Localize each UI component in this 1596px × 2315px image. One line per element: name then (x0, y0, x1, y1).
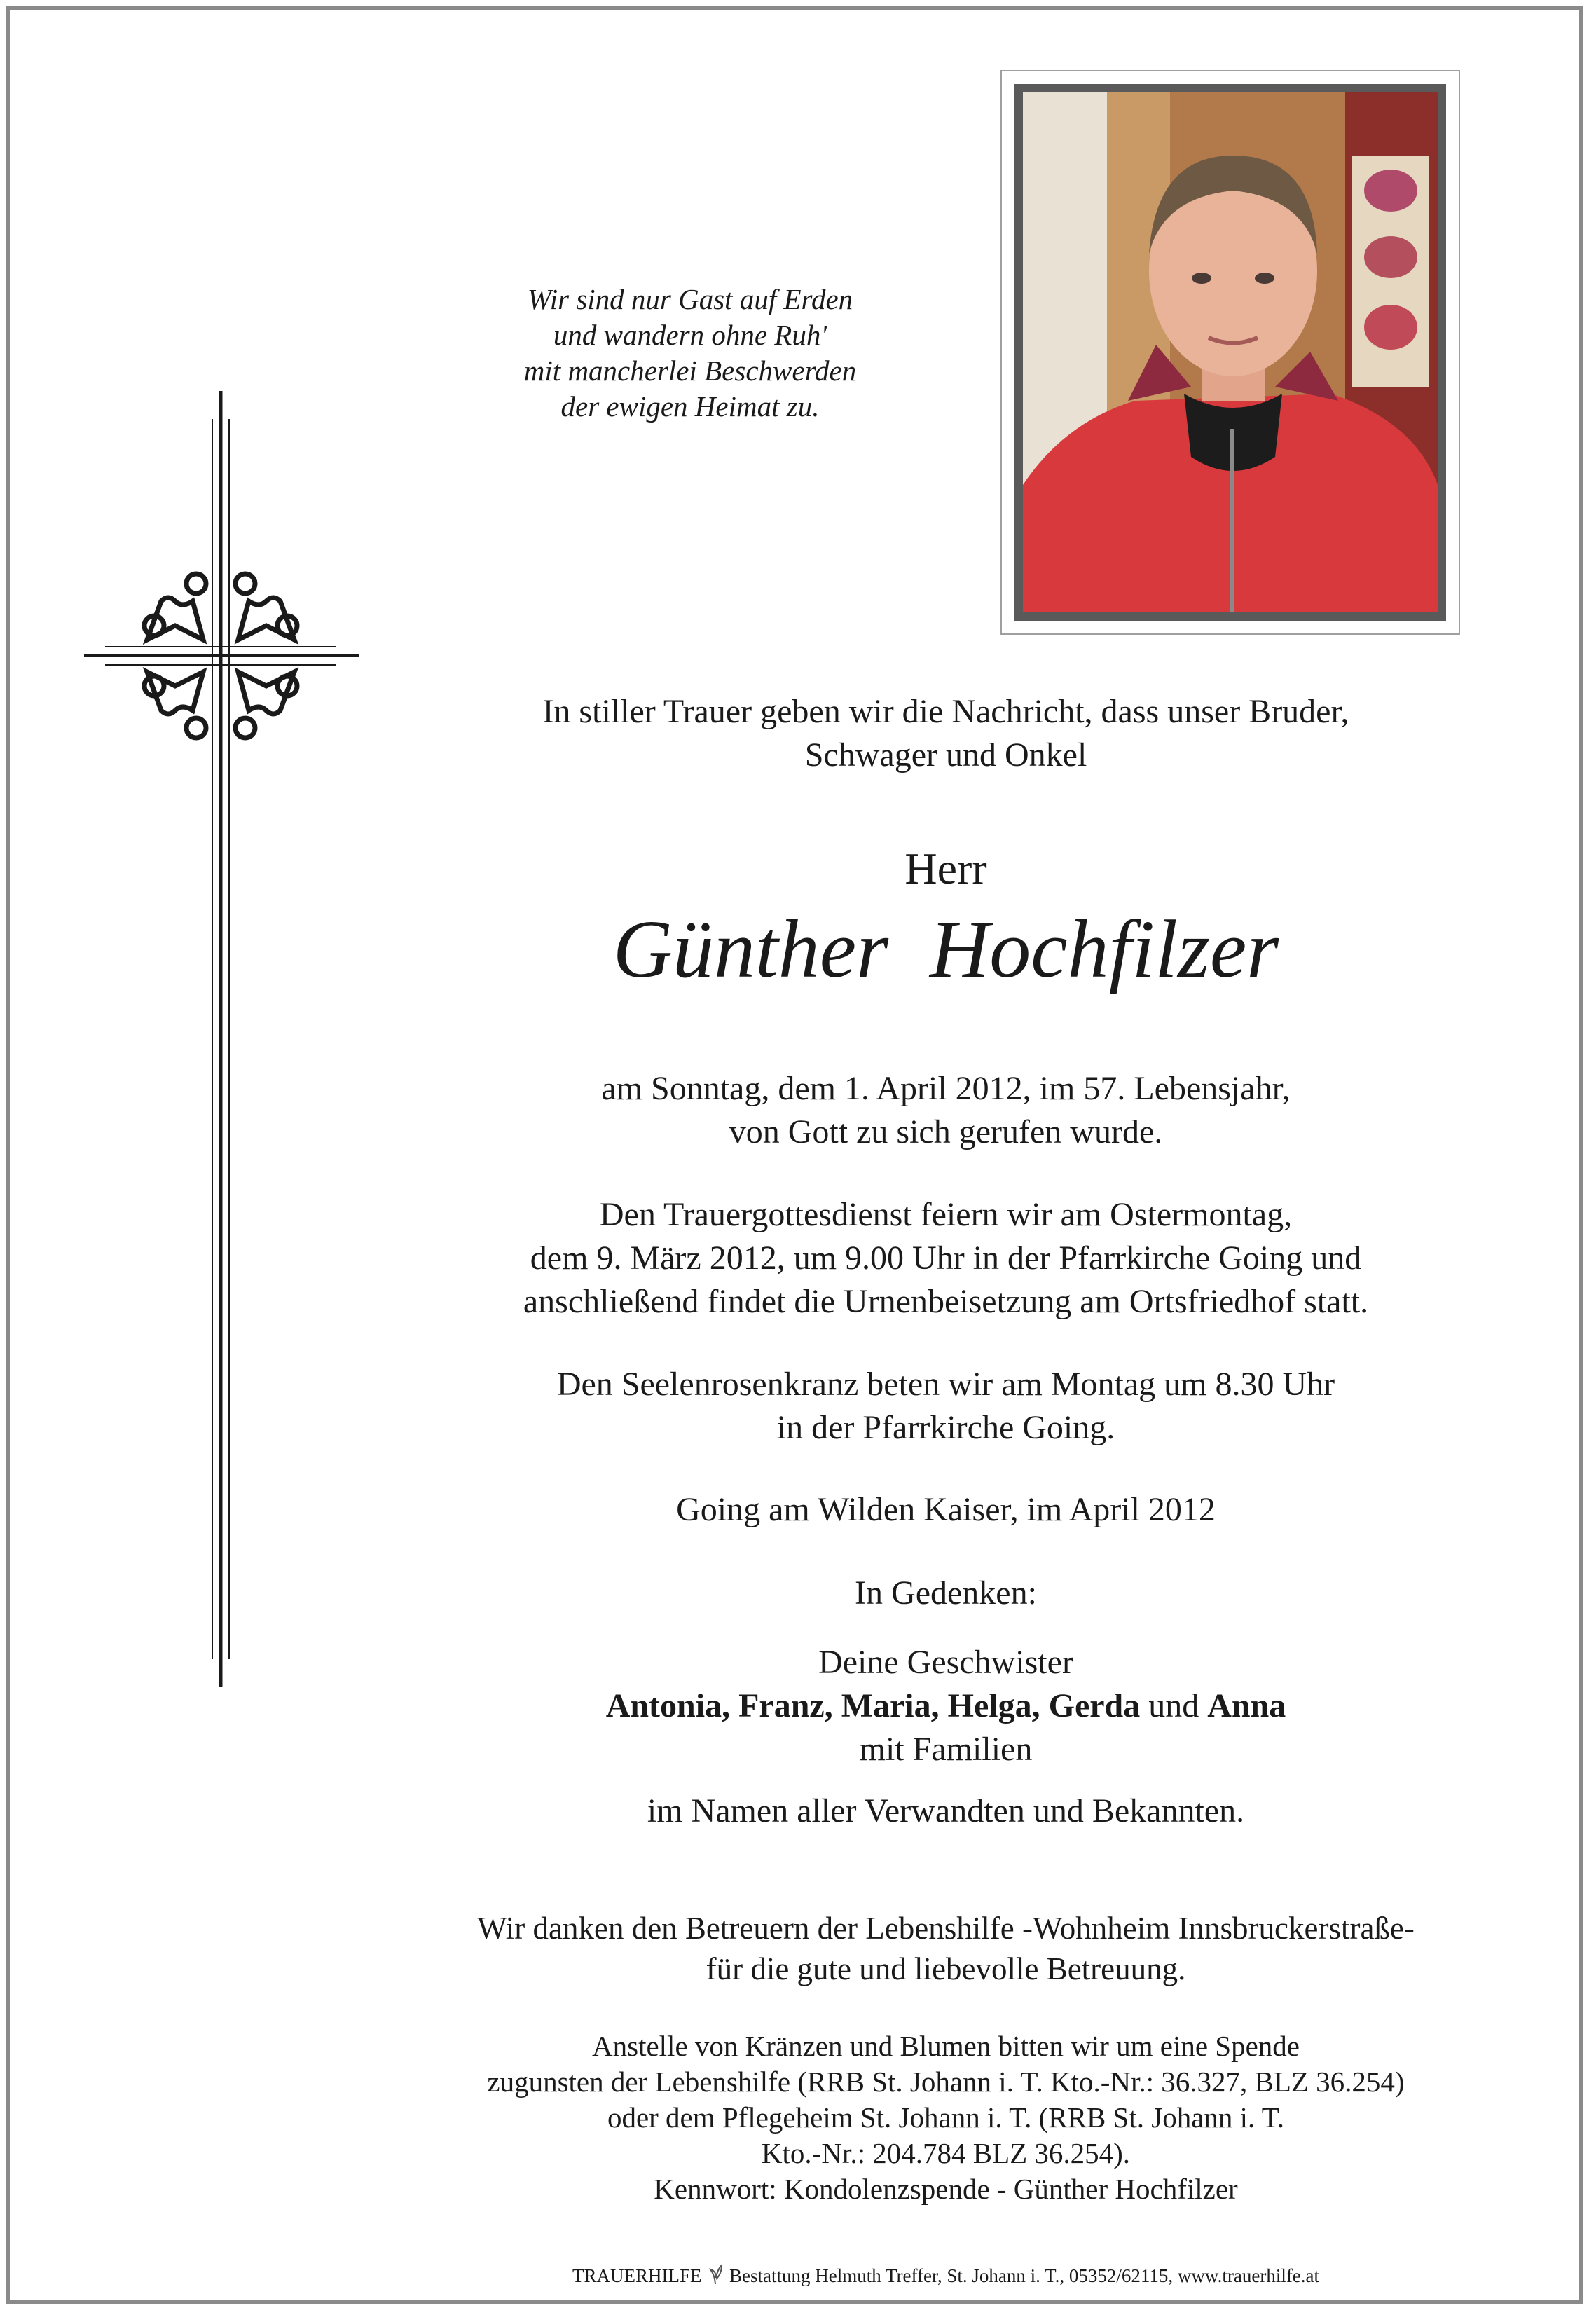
text-line: am Sonntag, dem 1. April 2012, im 57. Lebensjahr, (601, 1070, 1291, 1107)
siblings-block (392, 1641, 1499, 1771)
footer-text: Bestattung Helmuth Treffer, St. Johann i. T., 05352/62115, www.trauerhilfe.at (729, 2265, 1320, 2286)
thanks-note (392, 1908, 1499, 1989)
text-line: Wir danken den Betreuern der Lebenshilfe -Wohnheim Innsbruckerstraße- (477, 1911, 1415, 1946)
text-line: oder dem Pflegeheim St. Johann i. T. (RRB St. Johann i. T. (607, 2101, 1285, 2134)
relatives-line: im Namen aller Verwandten und Bekannten. (647, 1792, 1245, 1829)
poem-line: und wandern ohne Ruh' (553, 319, 827, 351)
text-line: Den Seelenrosenkranz beten wir am Montag um 8.30 Uhr (556, 1366, 1335, 1403)
sibling-names-bold: Antonia, Franz, Maria, Helga, Gerda (605, 1687, 1141, 1724)
memory-heading: In Gedenken: (855, 1574, 1037, 1612)
text-line: Den Trauergottesdienst feiern wir am Ostermontag, (599, 1196, 1293, 1233)
leaf-icon (706, 2264, 724, 2285)
funeral-mass-info (392, 1193, 1499, 1324)
donation-note (392, 2028, 1499, 2207)
sibling-name-last: Anna (1207, 1687, 1286, 1724)
portrait-illustration (1023, 92, 1438, 612)
deceased-name: Günther Hochfilzer (612, 903, 1279, 995)
text-line: In stiller Trauer geben wir die Nachricht, dass unser Bruder, (542, 693, 1349, 730)
text-line: anschließend findet die Urnenbeisetzung am Ortsfriedhof statt. (523, 1283, 1369, 1320)
poem-line: der ewigen Heimat zu. (560, 390, 820, 423)
portrait-photo (1014, 84, 1446, 621)
salutation: Herr (904, 844, 987, 893)
place-date: Going am Wilden Kaiser, im April 2012 (676, 1491, 1216, 1528)
text-line: zugunsten der Lebenshilfe (RRB St. Johann i. T. Kto.-Nr.: 36.327, BLZ 36.254) (487, 2066, 1405, 2098)
poem (462, 282, 918, 425)
footer (392, 2264, 1499, 2288)
text-line: Schwager und Onkel (804, 736, 1087, 774)
text-line: Anstelle von Kränzen und Blumen bitten wir um eine Spende (592, 2030, 1300, 2062)
text-line: für die gute und liebevolle Betreuung. (706, 1951, 1186, 1986)
text-line: mit Familien (859, 1731, 1033, 1768)
poem-line: mit mancherlei Beschwerden (523, 355, 857, 387)
text-line: Kto.-Nr.: 204.784 BLZ 36.254). (761, 2137, 1131, 2169)
text-line: Kennwort: Kondolenzspende - Günther Hochfilzer (654, 2173, 1238, 2205)
sibling-names (392, 1684, 1499, 1728)
announcement-intro (392, 690, 1499, 777)
death-notice (392, 1067, 1499, 1154)
conjunction: und (1148, 1687, 1199, 1724)
rosary-info (392, 1363, 1499, 1450)
portrait-frame (1000, 70, 1460, 635)
poem-line: Wir sind nur Gast auf Erden (527, 283, 853, 315)
text-line: von Gott zu sich gerufen wurde. (729, 1113, 1163, 1150)
text-line: dem 9. März 2012, um 9.00 Uhr in der Pfarrkirche Going und (530, 1239, 1362, 1277)
cross-ornament (84, 391, 364, 1687)
text-line: Deine Geschwister (818, 1644, 1073, 1681)
text-line: in der Pfarrkirche Going. (776, 1409, 1115, 1446)
footer-brand: TRAUERHILFE (572, 2265, 702, 2286)
